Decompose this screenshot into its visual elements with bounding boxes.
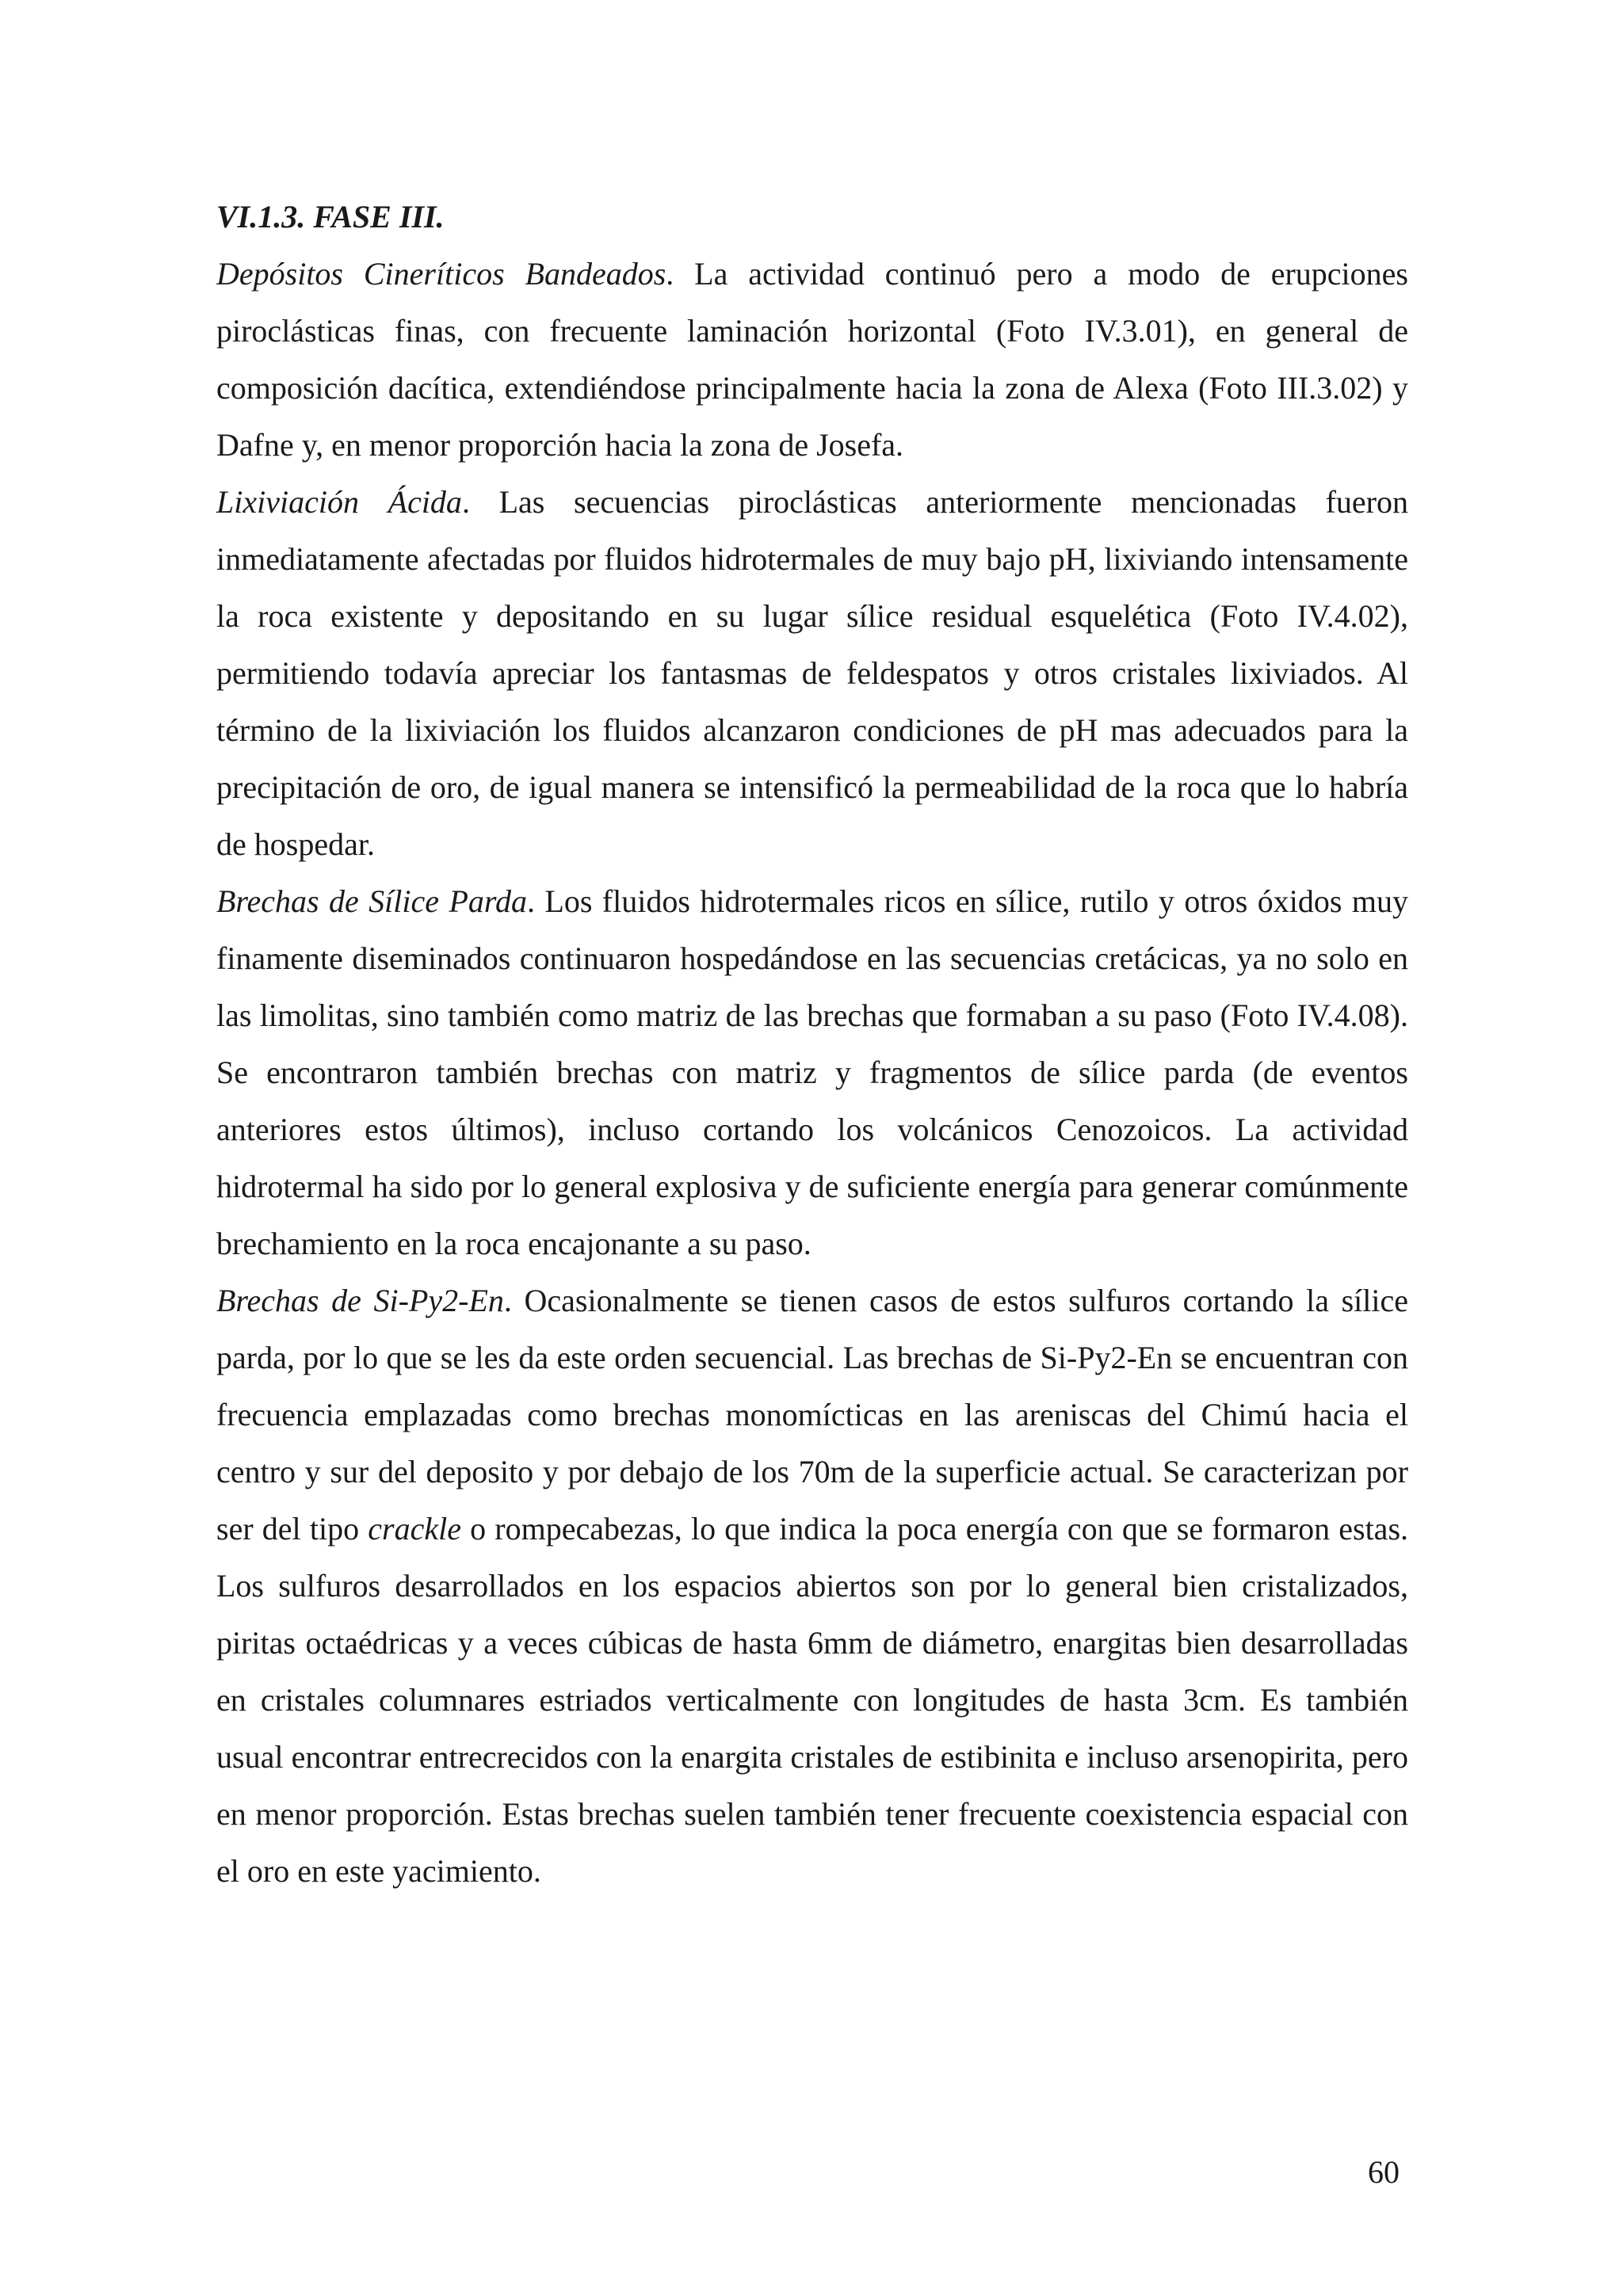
paragraph-lixiviacion-acida (216, 474, 1408, 873)
paragraph-text: . Los fluidos hidrotermales ricos en sílice, rutilo y otros óxidos muy finamente diseminados continuaron hospedándose en las secuencias cretácicas, ya no solo en las limolitas, sino también como matriz de las brechas que formaban a su paso (Foto IV.4.08). Se encontraron también brechas con matriz y fragmentos de sílice parda (de eventos anteriores estos últimos), incluso cortando los volcánicos Cenozoicos. La actividad hidrotermal ha sido por lo general explosiva y de suficiente energía para generar comúnmente brechamiento en la roca encajonante a su paso. (216, 883, 1408, 1261)
section-heading: VI.1.3. FASE III. (216, 199, 445, 235)
emphasized-term: crackle (368, 1511, 461, 1547)
paragraph-text: . La actividad continuó pero a modo de erupciones piroclásticas finas, con frecuente laminación horizontal (Foto IV.3.01), en general de composición dacítica, extendiéndose principalmente hacia la zona de Alexa (Foto III.3.02) y Dafne y, en menor proporción hacia la zona de Josefa. (216, 256, 1408, 463)
page-number: 60 (1368, 2154, 1400, 2190)
paragraph-brechas-silice-parda (216, 873, 1408, 1272)
paragraph-text: o rompecabezas, lo que indica la poca energía con que se formaron estas. Los sulfuros desarrollados en los espacios abiertos son por lo general bien cristalizados, piritas octaédricas y a veces cúbicas de hasta 6mm de diámetro, enargitas bien desarrolladas en cristales columnares estriados verticalmente con longitudes de hasta 3cm. Es también usual encontrar entrecrecidos con la enargita cristales de estibinita e incluso arsenopirita, pero en menor proporción. Estas brechas suelen también tener frecuente coexistencia espacial con el oro en este yacimiento. (216, 1511, 1409, 1889)
paragraph-title: Lixiviación Ácida (216, 484, 462, 520)
paragraph-title: Brechas de Sílice Parda (216, 883, 527, 919)
paragraph-depositos-cineriticos (216, 246, 1408, 474)
paragraph-brechas-si-py2-en (216, 1272, 1408, 1900)
paragraph-text: . Ocasionalmente se tienen casos de estos sulfuros cortando la sílice parda, por lo que se les da este orden secuencial. Las brechas de Si-Py2-En se encuentran con frecuencia emplazadas como brechas monomícticas en las areniscas del Chimú hacia el centro y sur del deposito y por debajo de los 70m de la superficie actual. Se caracterizan por ser del tipo (216, 1283, 1409, 1547)
paragraph-text: . Las secuencias piroclásticas anteriormente mencionadas fueron inmediatamente afectadas por fluidos hidrotermales de muy bajo pH, lixiviando intensamente la roca existente y depositando en su lugar sílice residual esquelética (Foto IV.4.02), permitiendo todavía apreciar los fantasmas de feldespatos y otros cristales lixiviados. Al término de la lixiviación los fluidos alcanzaron condiciones de pH mas adecuados para la precipitación de oro, de igual manera se intensificó la permeabilidad de la roca que lo habría de hospedar. (216, 484, 1408, 862)
paragraph-title: Depósitos Cineríticos Bandeados (216, 256, 666, 292)
paragraph-title: Brechas de Si-Py2-En (216, 1283, 504, 1318)
page-body (216, 189, 1408, 1900)
